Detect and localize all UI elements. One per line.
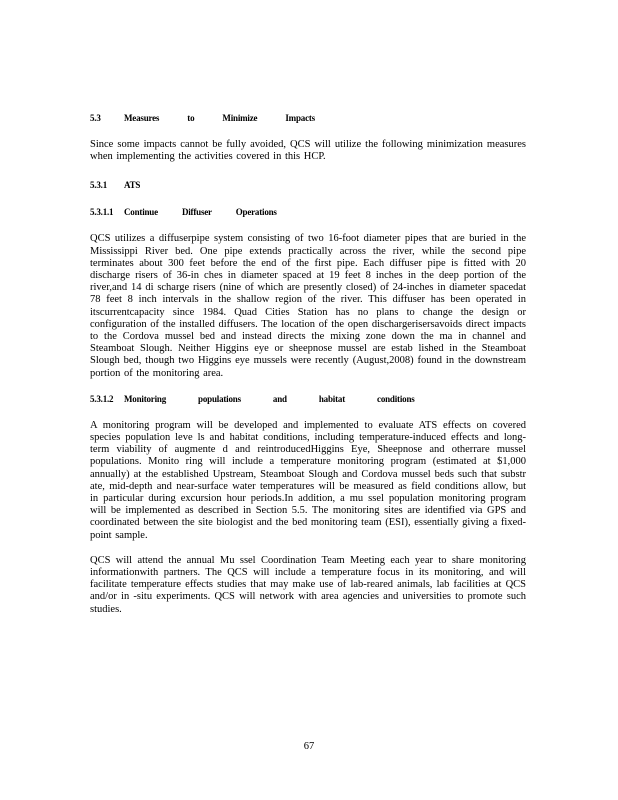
monitoring-paragraph: A monitoring program will be developed and implemented to evaluate ATS effects on covered species population leve ls and habitat conditions, including temperature-induced effects and long-term viability of augmente d and reintroducedHiggins Eye, Sheepnose and otherrare mussel populations. Monito ring will include a temperature monitoring program (estimated at $1,000 annually) at the established Upstream, Steamboat Slough and Cordova mussel beds such that substr ate, mid-depth and near-surface water temperatures will be measured as field conditions allow, but in particular during excursion hour periods.In addition, a mu ssel population monitoring program will be implemented as described in Section 5.5. The monitoring sites are identified via GPS and coordinated between the site biologist and the bed monitoring team (ESI), essentially giving a fixed-point sample.	[90, 419, 526, 541]
section-heading-5-3-1-2	[90, 394, 526, 404]
page-number: 67	[303, 741, 315, 752]
intro-paragraph: Since some impacts cannot be fully avoided, QCS will utilize the following minimization measures when implementing the activities covered in this HCP.	[90, 139, 526, 163]
section-heading-5-3	[90, 113, 526, 123]
page-content	[90, 110, 526, 616]
section-number: 5.3.1.1	[90, 207, 114, 218]
section-title: Continue Diffuser Operations	[124, 207, 277, 218]
section-number: 5.3	[90, 113, 101, 123]
section-heading-5-3-1	[90, 180, 526, 190]
diffuser-paragraph: QCS utilizes a diffuserpipe system consisting of two 16-foot diameter pipes that are buried in the Mississippi River bed. One pipe extends practically across the river, while the second pipe terminates about 300 feet before the end of the first pipe. Each diffuser pipe is fitted with 20 discharge risers of 36-in ches in diameter spaced at 19 feet 8 inches in the deep portion of the river,and 14 di scharge risers (nine of which are presently closed) of 24-inches in diameter spacedat 78 feet 8 inch intervals in the shallow region of the river. This diffuser has been operated in itscurrentcapacity since 1984. Quad Cities Station has no plans to change the design or configuration of the installed diffusers. The location of the open dischargerisersavoids direct impacts to the Cordova mussel bed and instead directs the mixing zone down the ma in channel and Steamboat Slough. Neither Higgins eye or sheepnose mussel are estab lished in the Steamboat Slough bed, though two Higgins eye mussels were recently (August,2008) found in the downstream portion of the monitoring area.	[90, 233, 526, 379]
section-title: ATS	[124, 180, 141, 191]
section-title: Measures to Minimize Impacts	[124, 113, 315, 123]
section-heading-5-3-1-1	[90, 207, 526, 217]
coordination-paragraph: QCS will attend the annual Mu ssel Coordination Team Meeting each year to share monitoring informationwith partners. The QCS will include a temperature focus in its monitoring, and will facilitate temperature effects studies that may make use of lab-reared animals, lab facilities at QCS and/or in -situ experiments. QCS will network with area agencies and universities to promote such studies.	[90, 554, 526, 615]
section-number: 5.3.1.2	[90, 393, 114, 404]
section-title: Monitoring populations and habitat conditions	[124, 393, 415, 404]
section-number: 5.3.1	[90, 180, 108, 191]
